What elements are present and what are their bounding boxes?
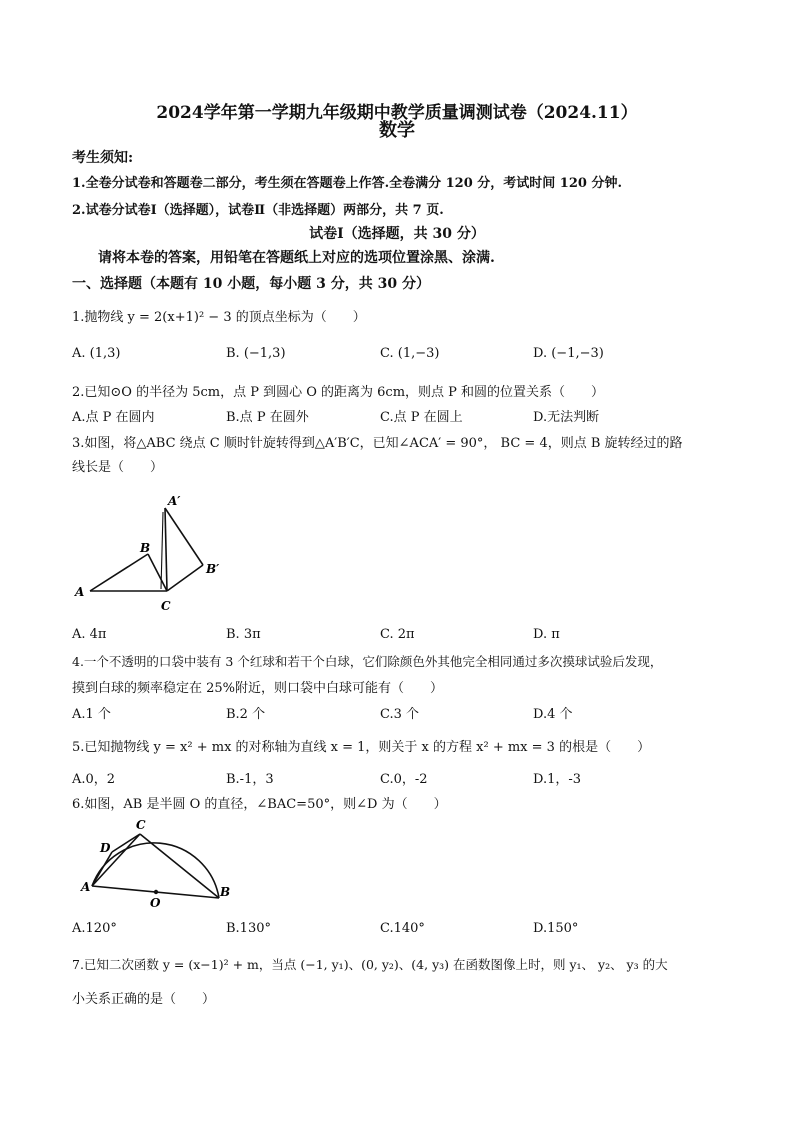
q5-option-a[interactable]: A.0，2 [72, 772, 116, 787]
q5-option-c[interactable]: C.0，-2 [380, 772, 428, 787]
q4-option-b[interactable]: B.2 个 [226, 707, 266, 722]
q3-option-d[interactable]: D. π [533, 627, 560, 642]
q2-option-a[interactable]: A.点 P 在圆内 [72, 410, 155, 425]
q6-stem: 6.如图，AB 是半圆 O 的直径，∠BAC=50°，则∠D 为（ ） [72, 797, 447, 812]
q6-option-a[interactable]: A.120° [72, 921, 117, 936]
q5-stem: 5.已知抛物线 y = x² + mx 的对称轴为直线 x = 1，则关于 x 的方程 x² + mx = 3 的根是（ ） [72, 740, 651, 755]
q1-option-b[interactable]: B. (−1,3) [226, 346, 286, 361]
q4-option-c[interactable]: C.3 个 [380, 707, 420, 722]
q4-option-d[interactable]: D.4 个 [533, 707, 573, 722]
label-c: C [136, 818, 146, 832]
notice-item-1: 1.全卷分试卷和答题卷二部分，考生须在答题卷上作答.全卷满分 120 分，考试时间 120 分钟. [72, 176, 622, 191]
label-b-prime: B′ [206, 562, 220, 576]
segment-bc [148, 554, 167, 591]
segment-inner [161, 512, 163, 589]
q2-option-c[interactable]: C.点 P 在圆上 [380, 410, 463, 425]
segment-ab [90, 554, 148, 591]
q6-option-c[interactable]: C.140° [380, 921, 425, 936]
q3-rotation-figure [60, 488, 240, 618]
label-b: B [140, 541, 151, 555]
segment-a-prime-b-prime [165, 508, 203, 565]
label-b: B [220, 885, 231, 899]
segment-a-prime-c [165, 508, 167, 591]
q7-stem-line2: 小关系正确的是（ ） [72, 992, 216, 1007]
paper1-instruction: 请将本卷的答案，用铅笔在答题纸上对应的选项位置涂黑、涂满. [98, 250, 495, 266]
q6-option-b[interactable]: B.130° [226, 921, 271, 936]
q3-option-c[interactable]: C. 2π [380, 627, 415, 642]
q6-semicircle-figure [70, 812, 240, 912]
q2-stem: 2.已知⊙O 的半径为 5cm，点 P 到圆心 O 的距离为 6cm，则点 P 和圆的位置关系（ ） [72, 385, 605, 400]
q1-stem: 1.抛物线 y = 2(x+1)² − 3 的顶点坐标为（ ） [72, 310, 366, 325]
q3-stem-line2: 线长是（ ） [72, 460, 164, 475]
q2-option-d[interactable]: D.无法判断 [533, 410, 600, 425]
label-a: A [81, 880, 91, 894]
section-heading: 一、选择题（本题有 10 小题，每小题 3 分，共 30 分） [72, 276, 430, 292]
notice-heading: 考生须知: [72, 150, 134, 166]
q1-option-c[interactable]: C. (1,−3) [380, 346, 440, 361]
center-point-o [154, 890, 158, 894]
q3-stem-line1: 3.如图，将△ABC 绕点 C 顺时针旋转得到△A′B′C，已知∠ACA′ = 90°， BC = 4，则点 B 旋转经过的路 [72, 436, 683, 451]
notice-item-2: 2.试卷分试卷Ⅰ（选择题），试卷Ⅱ（非选择题）两部分，共 7 页. [72, 203, 444, 218]
q7-stem-line1: 7.已知二次函数 y = (x−1)² + m，当点 (−1, y₁)、(0, y₂)、(4, y₃) 在函数图像上时，则 y₁、 y₂、 y₃ 的大 [72, 957, 668, 972]
q4-stem-line2: 摸到白球的频率稳定在 25%附近，则口袋中白球可能有（ ） [72, 681, 444, 696]
paper1-heading: 试卷Ⅰ（选择题，共 30 分） [309, 226, 485, 242]
q6-option-d[interactable]: D.150° [533, 921, 579, 936]
q4-option-a[interactable]: A.1 个 [72, 707, 111, 722]
label-a: A [75, 585, 85, 599]
exam-title: 2024学年第一学期九年级期中教学质量调测试卷（2024.11） [156, 103, 638, 123]
q5-option-b[interactable]: B.-1，3 [226, 772, 274, 787]
subject-title: 数学 [379, 120, 415, 141]
label-d: D [100, 841, 111, 855]
label-a-prime: A′ [168, 494, 181, 508]
q1-option-a[interactable]: A. (1,3) [72, 346, 121, 361]
segment-b-prime-c [167, 565, 203, 591]
q4-stem-line1: 4.一个不透明的口袋中装有 3 个红球和若干个白球，它们除颜色外其他完全相同通过多次摸球试验后发现， [72, 654, 663, 669]
q5-option-d[interactable]: D.1，-3 [533, 772, 582, 787]
label-c: C [161, 599, 171, 613]
q3-option-a[interactable]: A. 4π [72, 627, 107, 642]
semicircle-arc [92, 843, 219, 898]
q3-option-b[interactable]: B. 3π [226, 627, 261, 642]
q2-option-b[interactable]: B.点 P 在圆外 [226, 410, 309, 425]
chord-cb [140, 834, 219, 898]
chord-ad [92, 852, 112, 886]
q1-option-d[interactable]: D. (−1,−3) [533, 346, 604, 361]
label-o: O [150, 896, 161, 910]
